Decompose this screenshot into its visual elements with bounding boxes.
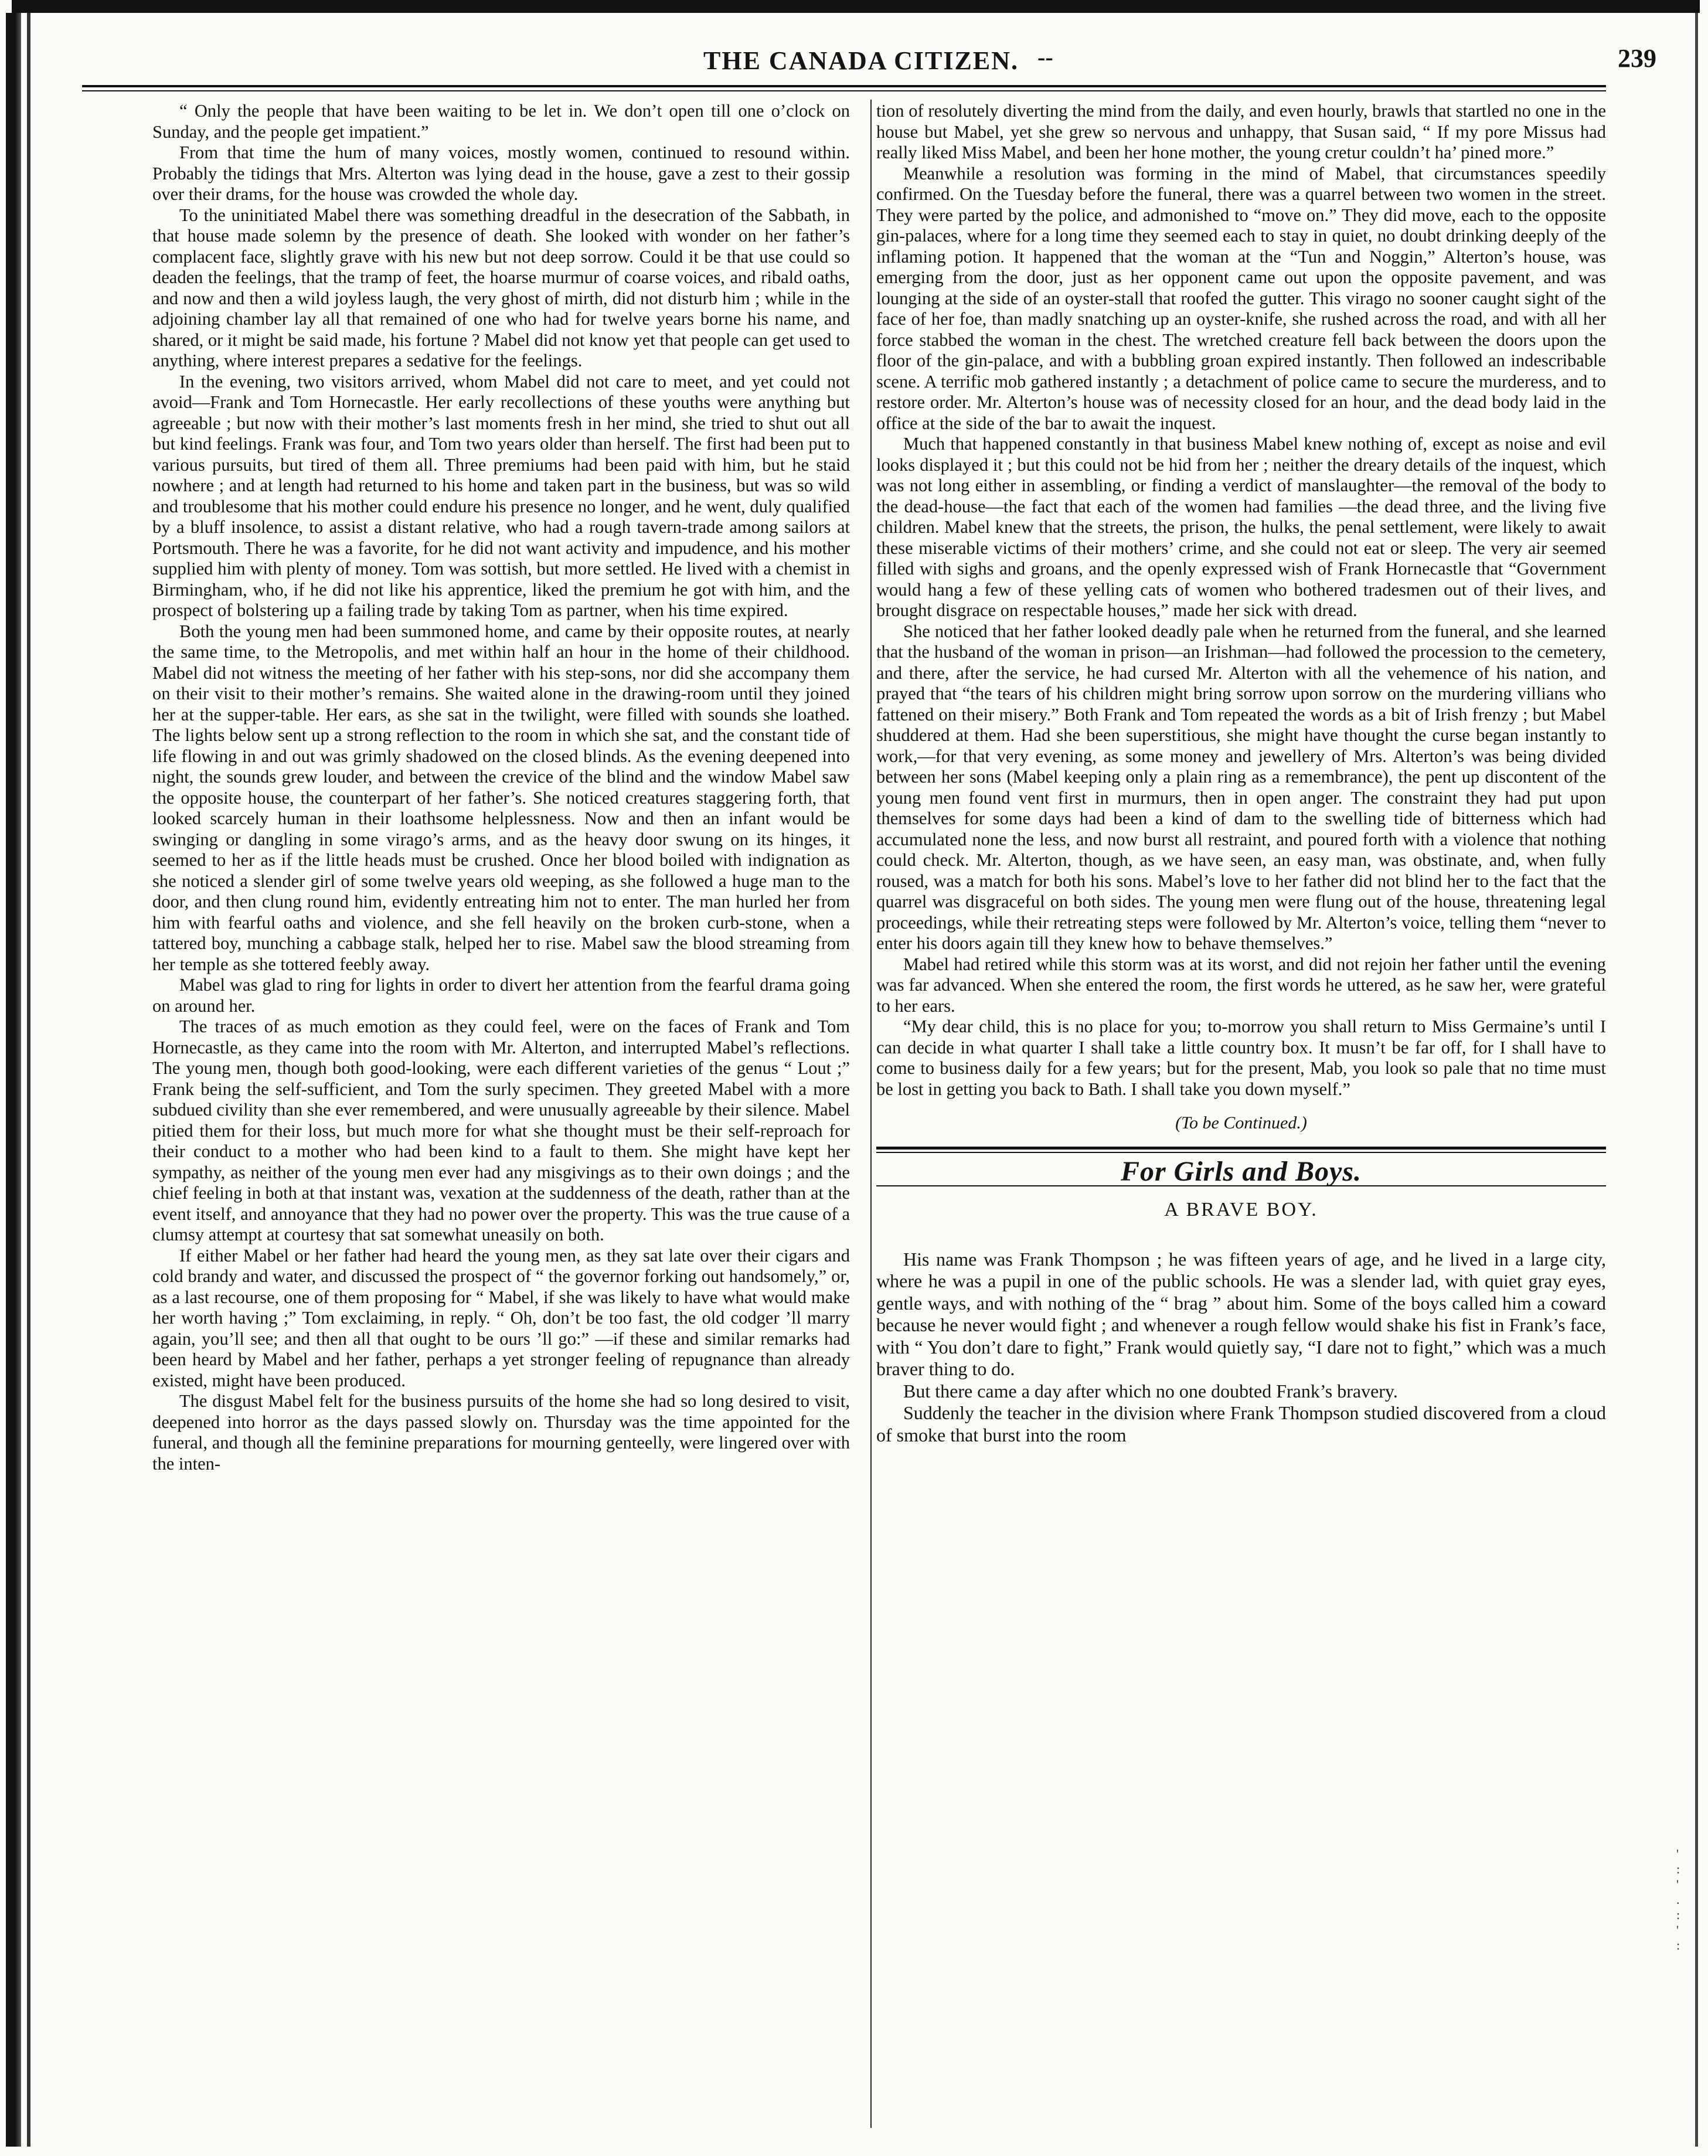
left-column [152,101,850,1474]
paragraph: To the uninitiated Mabel there was something dreadful in the desecration of the Sabbath, in that house made solemn by the presence of death. She looked with wonder on her father’s complacent face, slightly grave with his new but not deep sorrow. Could it be that use could so deaden the feelings, that the tramp of feet, the hoarse murmur of coarse voices, and ribald oaths, and now and then a wild joyless laugh, the very ghost of mirth, did not disturb him ; while in the adjoining chamber lay all that remained of one who had for twelve years borne his name, and shared, or it might be said made, his fortune ? Mabel did not know yet that people can get used to anything, where interest prepares a sedative for the feelings. [152,205,850,370]
paragraph: She noticed that her father looked deadly pale when he returned from the funeral, and she learned that the husband of the woman in prison—an Irishman—had followed the procession to the cemetery, and there, after the service, he had cursed Mr. Alterton with all the vehemence of his nation, and prayed that “the tears of his children might bring sorrow upon sorrow on the murdering villians who fattened on their misery.” Both Frank and Tom repeated the words as a bit of Irish frenzy ; but Mabel shuddered at them. Had she been superstitious, she might have thought the curse began instantly to work,—for that very evening, as some money and jewellery of Mrs. Alterton’s was being divided between her sons (Mabel keeping only a plain ring as a remembrance), the pent up discontent of the young men found vent first in murmurs, then in open anger. The constraint they had put upon themselves for some days had been a kind of dam to the swelling tide of bitterness which had accumulated none the less, and now burst all restraint, and poured forth with a violence that nothing could check. Mr. Alterton, though, as we have seen, an easy man, was obstinate, and, when fully roused, was a match for both his sons. Mabel’s love to her father did not blind her to the fact that the quarrel was disgraceful on both sides. The young men were flung out of the house, threatening legal proceedings, while their retreating steps were followed by Mr. Alterton’s voice, telling them “never to enter his doors again till they knew how to behave themselves.” [876,621,1606,953]
paragraph: The disgust Mabel felt for the business pursuits of the home she had so long desired to visit, deepened into horror as the days passed slowly on. Thursday was the time appointed for the funeral, and though all the feminine preparations for mourning genteelly, were lingered over with the inten- [152,1391,850,1474]
binding-shadow [6,13,21,2147]
paragraph: “My dear child, this is no place for you; to-morrow you shall return to Miss Germaine’s until I can decide in what quarter I shall take a little country box. It musn’t be far off, for I shall have to come to business daily for a few years; but for the present, Mab, you look so pale that no time must be lost in getting you back to Bath. I shall take you down myself.” [876,1016,1606,1099]
masthead-dash: -- [1037,44,1053,70]
masthead-title: THE CANADA CITIZEN. [703,46,1019,75]
paragraph: Suddenly the teacher in the division where Frank Thompson studied discovered from a cloud of smoke that burst into the room [876,1402,1606,1446]
paragraph: “ Only the people that have been waiting to be let in. We don’t open till one o’clock on Sunday, and the people get impatient.” [152,101,850,142]
header-rule-thin [82,90,1606,91]
section-rule [876,1147,1606,1153]
paragraph: His name was Frank Thompson ; he was fifteen years of age, and he lived in a large city, where he was a pupil in one of the public schools. He was a slender lad, with quiet gray eyes, gentle ways, and with nothing of the “ brag ” about him. Some of the boys called him a coward because he never would fight ; and whenever a rough fellow would shake his fist in Frank’s face, with “ You don’t dare to fight,” Frank would quietly say, “I dare not to fight,” which was a much braver thing to do. [876,1248,1606,1379]
paragraph: If either Mabel or her father had heard the young men, as they sat late over their cigars and cold brandy and water, and discussed the prospect of “ the governor forking out handsomely,” or, as a last recourse, one of them proposing for “ Mabel, if she was likely to have what would make her worth having ;” Tom exclaiming, in reply. “ Oh, don’t be too fast, the old codger ’ll marry again, you’ll see; and then all that ought to be ours ’ll go:” —if these and similar remarks had been heard by Mabel and her father, perhaps a yet stronger feeling of repugnance than already existed, might have been produced. [152,1245,850,1390]
binding-line [27,13,30,2147]
paragraph: But there came a day after which no one doubted Frank’s bravery. [903,1380,1398,1402]
right-edge [1695,13,1698,2147]
paragraph: Meanwhile a resolution was forming in the mind of Mabel, that circumstances speedily confirmed. On the Tuesday before the funeral, there was a quarrel between two women in the street. They were parted by the police, and admonished to “move on.” They did move, each to the opposite gin-palaces, where for a long time they seemed each to stay in quiet, no doubt drinking deeply of the inflaming potion. It happened that the woman at the “Tun and Noggin,” Alterton’s house, was emerging from the door, just as her opponent came out upon the opposite pavement, and was lounging at the side of an oyster-stall that roofed the gutter. This virago no sooner caught sight of the face of her foe, than madly snatching up an oyster-knife, she rushed across the road, and with all her force stabbed the woman in the chest. The wretched creature fell back between the doors upon the floor of the gin-palace, and with a bubbling groan expired instantly. Then followed an indescribable scene. A terrific mob gathered instantly ; a detachment of police came to secure the murderess, and to restore order. Mr. Alterton’s house was of necessity closed for an hour, and the dead body laid in the office at the side of the bar to await the inquest. [876,163,1606,433]
section-heading: For Girls and Boys. [1120,1155,1362,1187]
paragraph: From that time the hum of many voices, mostly women, continued to resound within. Probably the tidings that Mrs. Alterton was lying dead in the house, gave a zest to their gossip over their drams, for the house was crowded the whole day. [152,142,850,204]
page-number: 239 [1618,44,1656,73]
paragraph: Mabel had retired while this storm was at its worst, and did not rejoin her father until the evening was far advanced. When she entered the room, the first words he uttered, as he saw her, were grateful to her ears. [876,954,1606,1016]
margin-marks: ' : ' . : ' : [1676,1846,1680,1953]
paragraph: Mabel was glad to ring for lights in order to divert her attention from the fearful drama going on around her. [152,975,850,1016]
paragraph: In the evening, two visitors arrived, whom Mabel did not care to meet, and yet could not avoid—Frank and Tom Hornecastle. Her early recollections of these youths were anything but agreeable ; but now with their mother’s last moments fresh in her mind, she tried to shut out all but kind feelings. Frank was four, and Tom two years older than herself. The first had been put to various pursuits, but tired of them all. Three premiums had been paid with him, but he staid nowhere ; and at length had returned to his home and taken part in the business, but was so wild and troublesome that his mother could endure his presence no longer, and he went, duly qualified by a bluff insolence, to assist a distant relative, who had a rough tavern-trade among sailors at Portsmouth. There he was a favorite, for he did not want activity and impudence, and his mother supplied him with plenty of money. Tom was sottish, but more settled. He lived with a chemist in Birmingham, who, if he did not like his apprentice, liked the premium he got with him, and the prospect of bolstering up a failing trade by taking Tom as partner, when his time expired. [152,371,850,620]
story-title: A BRAVE BOY. [1164,1199,1318,1220]
right-column [876,101,1606,1446]
header-rule-thick [82,85,1606,87]
paragraph: The traces of as much emotion as they could feel, were on the faces of Frank and Tom Hornecastle, as they came into the room with Mr. Alterton, and interrupted Mabel’s reflections. The young men, though both good-looking, were each different varieties of the genus “ Lout ;” Frank being the self-sufficient, and Tom the surly specimen. They greeted Mabel with a more subdued civility than she ever remembered, and were unusually agreeable by their silence. Mabel pitied them for their loss, but much more for what she thought must be their self-reproach for their conduct to a mother who had been kind to a fault to them. She might have kept her sympathy, as neither of the young men ever had any misgivings as to their own doings ; and the chief feeling in both at that instant was, vexation at the suddenness of the death, rather than at the event itself, and annoyance that they had no power over the property. This was the true cause of a clumsy attempt at courtesy that sat somewhat uneasily on both. [152,1016,850,1244]
column-divider [870,100,872,2128]
to-be-continued-note: (To be Continued.) [1175,1113,1307,1133]
page-top-edge [12,0,1700,13]
story-body [876,1249,1606,1447]
paragraph: Much that happened constantly in that business Mabel knew nothing of, except as noise and evil looks displayed it ; but this could not be hid from her ; neither the dreary details of the inquest, which was not long either in assembling, or finding a verdict of manslaughter—the removal of the body to the dead-house—the fact that each of the women had families —the dead three, and the living five children. Mabel knew that the streets, the prison, the hulks, the penal settlement, were likely to await these miserable victims of their mothers’ crime, and she could not eat or sleep. The very air seemed filled with sighs and groans, and the openly expressed wish of Frank Hornecastle that “Government would hang a few of these yelling cats of women who bothered tradesmen out of their lives, and brought disgrace on respectable houses,” made her sick with dread. [876,434,1606,620]
paragraph: Both the young men had been summoned home, and came by their opposite routes, at nearly the same time, to the Metropolis, and met within half an hour in the home of their childhood. Mabel did not witness the meeting of her father with his step-sons, nor did she accompany them on their visit to their mother’s remains. She waited alone in the drawing-room until they joined her at the supper-table. Her ears, as she sat in the twilight, were filled with sounds she loathed. The lights below sent up a strong reflection to the room in which she sat, and the constant tide of life flowing in and out was grimly shadowed on the closed blinds. As the evening deepened into night, the sounds grew louder, and between the crevice of the blind and the window Mabel saw the opposite house, the counterpart of her father’s. She noticed creatures staggering forth, that looked scarcely human in their loathsome helplessness. Now and then an infant would be swinging or dangling in some virago’s arms, and as the heavy door swung on its hinges, it seemed to her as if the little heads must be crushed. Once her blood boiled with indignation as she noticed a slender girl of some twelve years old weeping, as she followed a huge man to the door, and then clung round him, evidently entreating him not to enter. The man hurled her from him with fearful oaths and violence, and she fell heavily on the broken curb-stone, when a tattered boy, munching a cabbage stalk, helped her to rise. Mabel saw the blood streaming from her temple as she tottered feebly away. [152,621,850,974]
paragraph: tion of resolutely diverting the mind from the daily, and even hourly, brawls that startled no one in the house but Mabel, yet she grew so nervous and unhappy, that Susan said, “ If my pore Missus had really liked Miss Mabel, and been her hone mother, the young cretur couldn’t ha’ pined more.” [876,101,1606,162]
